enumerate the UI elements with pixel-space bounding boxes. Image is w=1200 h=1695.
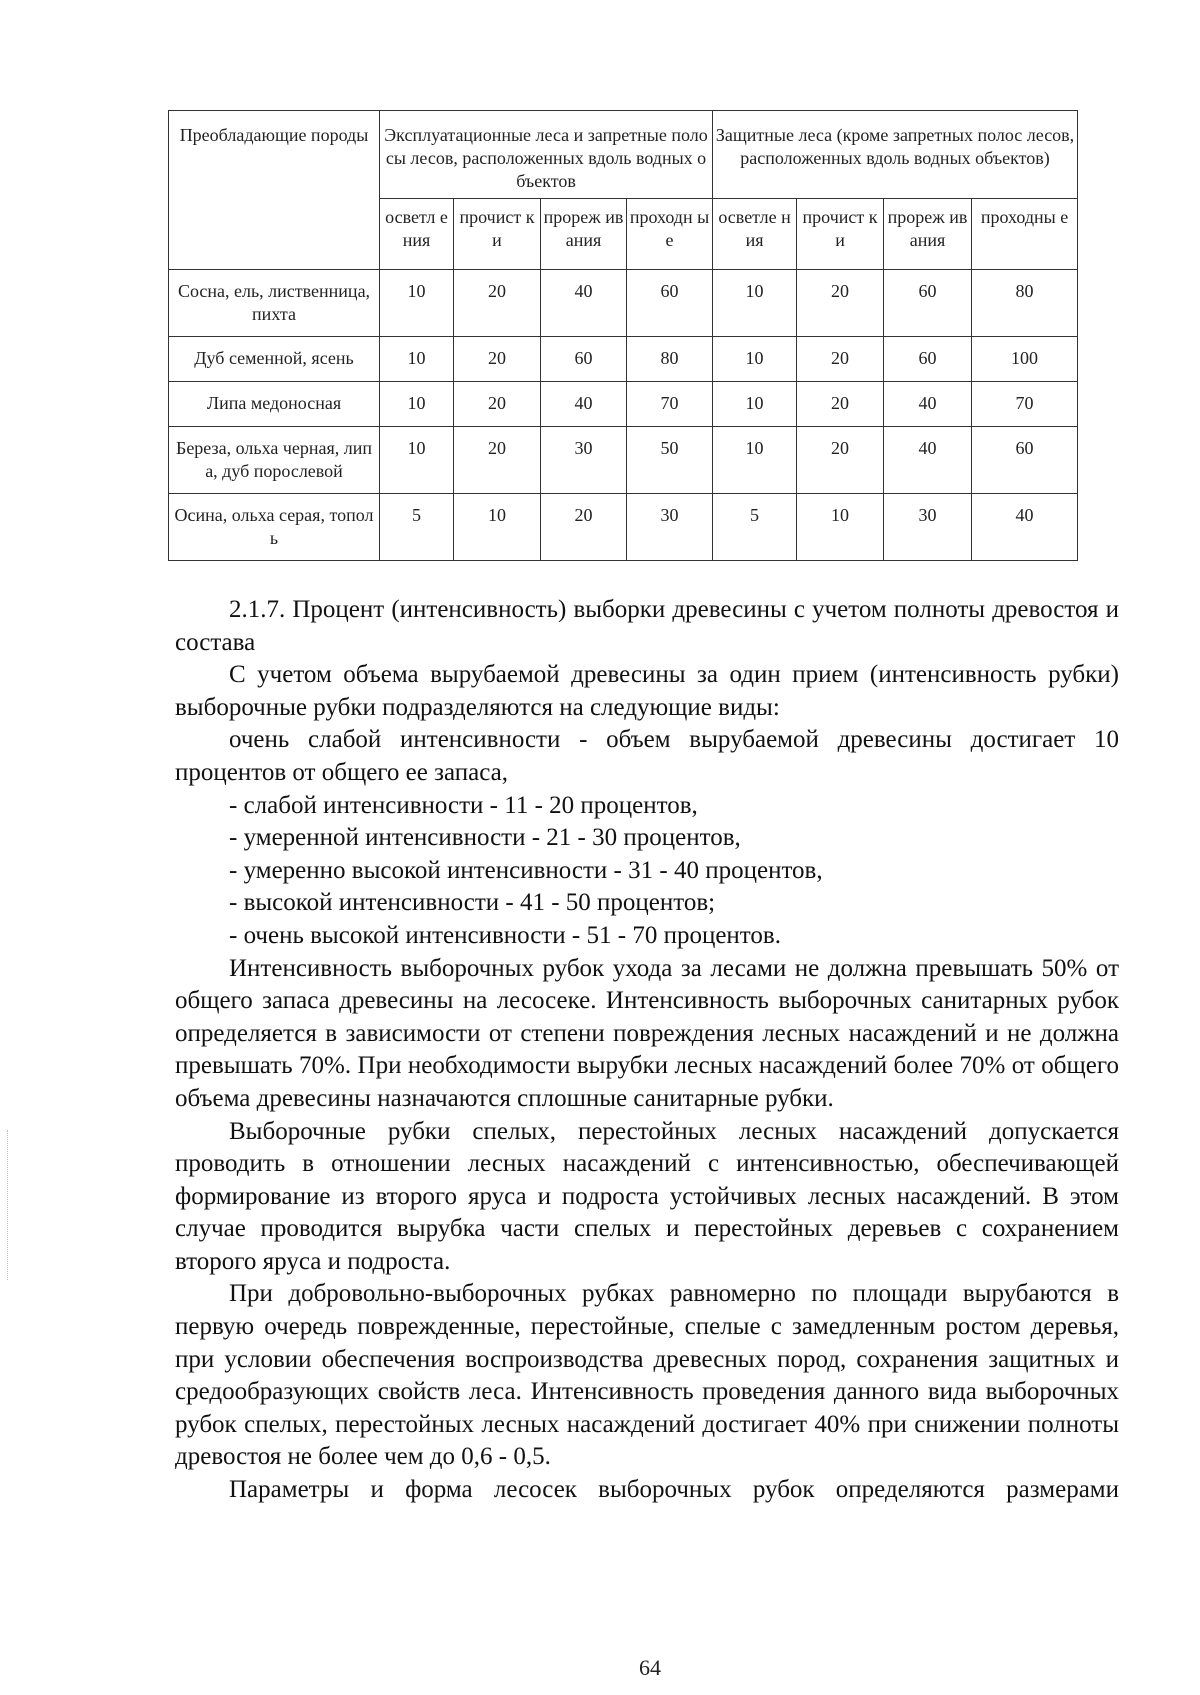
subcol-header: проходны е	[972, 199, 1078, 270]
value-cell: 10	[380, 427, 454, 494]
exploitation-forests-header: Эксплуатационные леса и запретные полосы лесов, расположенных вдоль водных объектов	[380, 111, 713, 199]
value-cell: 60	[972, 427, 1078, 494]
value-cell: 20	[454, 427, 541, 494]
list-item: - умеренной интенсивности - 21 - 30 процентов,	[229, 824, 741, 852]
value-cell: 20	[797, 382, 884, 427]
subcol-header: осветле ния	[713, 199, 797, 270]
subcol-header: прореж ивания	[884, 199, 972, 270]
value-cell: 10	[380, 382, 454, 427]
table-row	[169, 494, 1078, 561]
value-cell: 20	[797, 337, 884, 382]
value-cell: 20	[541, 494, 627, 561]
value-cell: 10	[380, 337, 454, 382]
list-item: - слабой интенсивности - 11 - 20 процентов,	[229, 791, 698, 819]
intensity-table	[168, 110, 1078, 561]
value-cell: 10	[454, 494, 541, 561]
list-item: - очень высокой интенсивности - 51 - 70 процентов.	[229, 921, 781, 949]
value-cell: 40	[884, 382, 972, 427]
list-item: - умеренно высокой интенсивности - 31 - 40 процентов,	[229, 856, 823, 884]
subcol-header: прочист ки	[797, 199, 884, 270]
table-row	[169, 382, 1078, 427]
value-cell: 50	[627, 427, 713, 494]
value-cell: 5	[713, 494, 797, 561]
value-cell: 60	[884, 270, 972, 337]
table-row	[169, 337, 1078, 382]
value-cell: 40	[972, 494, 1078, 561]
paragraph: Интенсивность выборочных рубок ухода за лесами не должна превышать 50% от общего запаса древесины на лесосеке. Интенсивность выборочных санитарных рубок определяется в зависимости от степени повреждения лесных насаждений и не должна превышать 70%. При необходимости вырубки лесных насаждений более 70% от общего объема древесины назначаются сплошные санитарные рубки.	[175, 954, 1119, 1112]
value-cell: 10	[713, 382, 797, 427]
value-cell: 70	[972, 382, 1078, 427]
value-cell: 10	[380, 270, 454, 337]
value-cell: 20	[454, 337, 541, 382]
protective-forests-header: Защитные леса (кроме запретных полос лесов, расположенных вдоль водных объектов)	[713, 111, 1078, 199]
value-cell: 80	[972, 270, 1078, 337]
value-cell: 20	[454, 270, 541, 337]
list-item: очень слабой интенсивности - объем вырубаемой древесины достигает 10 процентов от общего ее запаса,	[175, 726, 1119, 786]
value-cell: 20	[797, 270, 884, 337]
value-cell: 20	[797, 427, 884, 494]
subcol-header: прочист ки	[454, 199, 541, 270]
value-cell: 80	[627, 337, 713, 382]
paragraph: С учетом объема вырубаемой древесины за один прием (интенсивность рубки) выборочные рубки подразделяются на следующие виды:	[175, 661, 1119, 721]
table-header-row	[169, 111, 1078, 199]
value-cell: 30	[541, 427, 627, 494]
value-cell: 30	[884, 494, 972, 561]
value-cell: 40	[884, 427, 972, 494]
table-row	[169, 427, 1078, 494]
value-cell: 40	[541, 270, 627, 337]
species-cell: Дуб семенной, ясень	[169, 337, 380, 382]
paragraph: Параметры и форма лесосек выборочных рубок определяются размерами	[229, 1476, 1119, 1504]
table-row	[169, 270, 1078, 337]
scan-artifact	[7, 1130, 9, 1280]
paragraph: При добровольно-выборочных рубках равномерно по площади вырубаются в первую очередь поврежденные, перестойные, спелые с замедленным ростом деревья, при условии обеспечения воспроизводства древесных пород, сохранения защитных и средообразующих свойств леса. Интенсивность проведения данного вида выборочных рубок спелых, перестойных лесных насаждений достигает 40% при снижении полноты древостоя не более чем до 0,6 - 0,5.	[175, 1280, 1119, 1471]
value-cell: 10	[713, 427, 797, 494]
value-cell: 60	[884, 337, 972, 382]
section-heading: 2.1.7. Процент (интенсивность) выборки древесины с учетом полноты древостоя и состава	[175, 596, 1119, 656]
value-cell: 100	[972, 337, 1078, 382]
species-cell: Сосна, ель, лиственница, пихта	[169, 270, 380, 337]
page-number: 64	[639, 1655, 661, 1680]
species-cell: Осина, ольха серая, тополь	[169, 494, 380, 561]
value-cell: 60	[541, 337, 627, 382]
list-item: - высокой интенсивности - 41 - 50 процентов;	[229, 889, 716, 917]
species-column-header: Преобладающие породы	[169, 111, 380, 270]
paragraph: Выборочные рубки спелых, перестойных лесных насаждений допускается проводить в отношении лесных насаждений с интенсивностью, обеспечивающей формирование из второго яруса и подроста устойчивых лесных насаждений. В этом случае проводится вырубка части спелых и перестойных деревьев с сохранением второго яруса и подроста.	[175, 1117, 1119, 1275]
species-cell: Липа медоносная	[169, 382, 380, 427]
subcol-header: осветл ения	[380, 199, 454, 270]
value-cell: 70	[627, 382, 713, 427]
value-cell: 20	[454, 382, 541, 427]
value-cell: 30	[627, 494, 713, 561]
subcol-header: прореж ивания	[541, 199, 627, 270]
value-cell: 60	[627, 270, 713, 337]
subcol-header: проходн ые	[627, 199, 713, 270]
value-cell: 5	[380, 494, 454, 561]
value-cell: 40	[541, 382, 627, 427]
value-cell: 10	[713, 337, 797, 382]
species-cell: Береза, ольха черная, липа, дуб порослевой	[169, 427, 380, 494]
body-text	[175, 594, 1119, 1507]
value-cell: 10	[713, 270, 797, 337]
value-cell: 10	[797, 494, 884, 561]
